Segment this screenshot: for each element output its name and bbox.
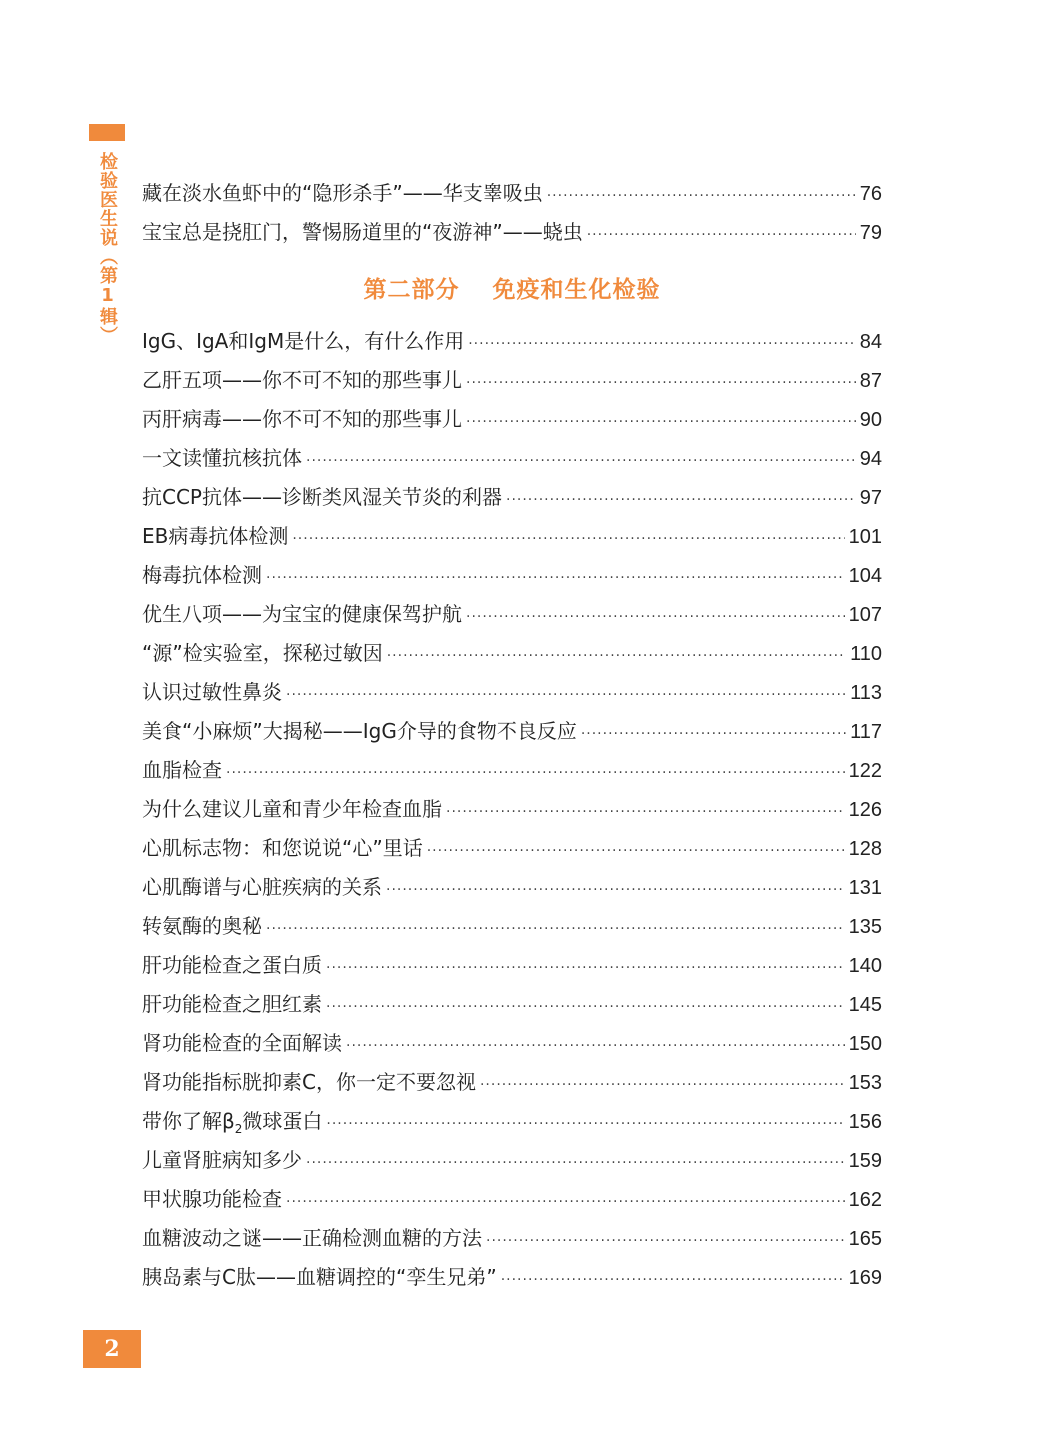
toc-entry-title-text: 优生八项——为宝宝的健康保驾护航: [142, 602, 462, 626]
toc-entry[interactable]: [142, 439, 882, 478]
toc-entry-title: [142, 1258, 497, 1297]
toc-dot-leader: [547, 177, 856, 216]
toc-entry-title: [142, 595, 462, 634]
toc-entry-title: [142, 1180, 282, 1219]
toc-entry-title: [142, 174, 543, 213]
toc-dot-leader: [326, 1105, 844, 1144]
toc-entry-page: 94: [859, 448, 882, 470]
toc-entry-title-text: 藏在淡水鱼虾中的“隐形杀手”——华支睾吸虫: [142, 181, 543, 205]
toc-entry-page: 97: [859, 487, 882, 509]
toc-dot-leader: [581, 715, 846, 754]
toc-entry-title: [142, 556, 262, 595]
toc-entry-title: [142, 361, 462, 400]
toc-entry-title: [142, 868, 382, 907]
toc-entry-title-text: 心肌酶谱与心脏疾病的关系: [142, 875, 382, 899]
book-title-vertical: 检验医生说（第1辑）: [97, 152, 118, 345]
toc-dot-leader: [306, 442, 856, 481]
table-of-contents: [142, 174, 882, 1297]
toc-dot-leader: [501, 1261, 845, 1300]
toc-entry-page: 101: [848, 526, 882, 548]
toc-entry[interactable]: [142, 213, 882, 252]
toc-dot-leader: [480, 1066, 845, 1105]
toc-entry-title-text: 血脂检查: [142, 758, 222, 782]
toc-entry-title-text: 乙肝五项——你不可不知的那些事儿: [142, 368, 462, 392]
toc-entry[interactable]: [142, 174, 882, 213]
toc-entry-title: [142, 1063, 476, 1102]
side-accent-bar: [89, 124, 125, 141]
toc-entry[interactable]: [142, 712, 882, 751]
toc-entry-title-text: 转氨酶的奥秘: [142, 914, 262, 938]
toc-dot-leader: [506, 481, 856, 520]
toc-dot-leader: [466, 403, 856, 442]
toc-entry[interactable]: [142, 595, 882, 634]
toc-entry-title: [142, 634, 383, 673]
toc-entry-page: 169: [848, 1267, 882, 1289]
toc-entry-page: 145: [848, 994, 882, 1016]
toc-entry[interactable]: [142, 361, 882, 400]
toc-entry-title-text: 抗CCP抗体——诊断类风湿关节炎的利器: [142, 485, 502, 509]
toc-entry-page: 165: [848, 1228, 882, 1250]
toc-entry[interactable]: [142, 1141, 882, 1180]
toc-dot-leader: [427, 832, 845, 871]
toc-entry[interactable]: [142, 517, 882, 556]
toc-dot-leader: [446, 793, 845, 832]
toc-entry[interactable]: [142, 1063, 882, 1102]
toc-entry-title: [142, 946, 322, 985]
toc-entry-page: 104: [848, 565, 882, 587]
part-one-entry-list: [142, 174, 882, 252]
toc-entry[interactable]: [142, 673, 882, 712]
toc-entry-title-text: 梅毒抗体检测: [142, 563, 262, 587]
toc-dot-leader: [286, 1183, 845, 1222]
toc-entry-title-text: IgG、IgA和IgM是什么，有什么作用: [142, 329, 465, 353]
toc-entry-page: 156: [848, 1111, 882, 1133]
section-heading: 第二部分 免疫和生化检验: [363, 276, 661, 303]
toc-entry-title: [142, 751, 222, 790]
toc-entry-title-tail: 微球蛋白: [242, 1109, 323, 1133]
toc-entry-title-text: 甲状腺功能检查: [142, 1187, 282, 1211]
toc-entry-title-text: 心肌标志物：和您说说“心”里话: [142, 836, 423, 860]
toc-dot-leader: [486, 1222, 845, 1261]
toc-entry-page: 122: [848, 760, 882, 782]
toc-entry[interactable]: [142, 907, 882, 946]
toc-entry-page: 79: [859, 222, 882, 244]
toc-dot-leader: [266, 559, 845, 598]
toc-entry-title: [142, 1141, 302, 1180]
toc-entry-title-text: 肝功能检查之胆红素: [142, 992, 322, 1016]
toc-entry-title-text: 一文读懂抗核抗体: [142, 446, 302, 470]
toc-entry-title: [142, 907, 262, 946]
toc-dot-leader: [326, 949, 845, 988]
toc-entry[interactable]: [142, 868, 882, 907]
toc-dot-leader: [266, 910, 845, 949]
toc-dot-leader: [386, 871, 845, 910]
toc-dot-leader: [306, 1144, 845, 1183]
toc-entry[interactable]: [142, 751, 882, 790]
toc-dot-leader: [326, 988, 845, 1027]
toc-entry-page: 90: [859, 409, 882, 431]
toc-entry-title: [142, 439, 302, 478]
toc-entry-title: [142, 1219, 482, 1258]
toc-entry-title-text: 肾功能检查的全面解读: [142, 1031, 342, 1055]
part-two-entry-list: [142, 322, 882, 1297]
toc-dot-leader: [468, 325, 856, 364]
toc-entry[interactable]: [142, 985, 882, 1024]
toc-entry-title: [142, 400, 462, 439]
toc-entry-title: [142, 322, 464, 361]
toc-entry-page: 153: [848, 1072, 882, 1094]
toc-entry[interactable]: [142, 478, 882, 517]
toc-entry-title: [142, 1024, 342, 1063]
toc-entry-page: 113: [850, 682, 882, 704]
toc-entry-title-text: “源”检实验室，探秘过敏因: [142, 641, 383, 665]
toc-entry-title-text: 丙肝病毒——你不可不知的那些事儿: [142, 407, 462, 431]
toc-entry-title-text: 肝功能检查之蛋白质: [142, 953, 322, 977]
toc-entry-page: 128: [848, 838, 882, 860]
toc-entry-title-text: 为什么建议儿童和青少年检查血脂: [142, 797, 442, 821]
toc-entry[interactable]: [142, 400, 882, 439]
toc-entry[interactable]: [142, 790, 882, 829]
toc-entry[interactable]: [142, 634, 882, 673]
toc-entry[interactable]: [142, 1102, 882, 1141]
toc-entry-title: [142, 985, 322, 1024]
page-number: 2: [83, 1330, 141, 1368]
toc-entry-title: [142, 517, 288, 556]
toc-entry-page: 131: [848, 877, 882, 899]
toc-entry[interactable]: [142, 556, 882, 595]
toc-dot-leader: [346, 1027, 845, 1066]
toc-entry-title: [142, 790, 442, 829]
toc-entry-title-text: 带你了解β: [142, 1109, 235, 1133]
toc-entry-page: 84: [859, 331, 882, 353]
toc-dot-leader: [587, 216, 856, 255]
toc-entry-title-text: 血糖波动之谜——正确检测血糖的方法: [142, 1226, 482, 1250]
toc-entry-page: 117: [850, 721, 882, 743]
toc-dot-leader: [292, 520, 844, 559]
toc-entry[interactable]: [142, 946, 882, 985]
toc-entry-page: 150: [848, 1033, 882, 1055]
toc-entry-page: 159: [848, 1150, 882, 1172]
toc-entry-title-text: 宝宝总是挠肛门，警惕肠道里的“夜游神”——蛲虫: [142, 220, 583, 244]
toc-dot-leader: [466, 598, 845, 637]
toc-entry-page: 140: [848, 955, 882, 977]
toc-entry-title-text: EB病毒抗体检测: [142, 524, 289, 548]
toc-entry[interactable]: [142, 1219, 882, 1258]
toc-entry[interactable]: [142, 1024, 882, 1063]
toc-entry-page: 135: [848, 916, 882, 938]
toc-entry[interactable]: [142, 829, 882, 868]
toc-entry[interactable]: [142, 1258, 882, 1297]
toc-entry-title-subscript: 2: [234, 1122, 243, 1136]
toc-dot-leader: [286, 676, 846, 715]
toc-entry-page: 110: [850, 643, 882, 665]
toc-entry-page: 107: [848, 604, 882, 626]
toc-entry-title: [142, 478, 502, 517]
toc-entry-title-text: 儿童肾脏病知多少: [142, 1148, 302, 1172]
toc-entry-title: [142, 829, 423, 868]
toc-dot-leader: [466, 364, 856, 403]
toc-entry-title-text: 认识过敏性鼻炎: [142, 680, 282, 704]
toc-dot-leader: [226, 754, 845, 793]
toc-entry-page: 87: [859, 370, 882, 392]
toc-dot-leader: [387, 637, 846, 676]
toc-entry-page: 76: [859, 183, 882, 205]
toc-entry-page: 162: [848, 1189, 882, 1211]
toc-entry-title: [142, 712, 577, 751]
toc-entry[interactable]: [142, 322, 882, 361]
toc-entry-title-text: 美食“小麻烦”大揭秘——IgG介导的食物不良反应: [142, 719, 577, 743]
toc-entry-title-text: 肾功能指标胱抑素C，你一定不要忽视: [142, 1070, 476, 1094]
toc-entry-title-text: 胰岛素与C肽——血糖调控的“孪生兄弟”: [142, 1265, 497, 1289]
toc-entry-title: [142, 213, 583, 252]
toc-entry[interactable]: [142, 1180, 882, 1219]
toc-entry-title: [142, 673, 282, 712]
toc-entry-page: 126: [848, 799, 882, 821]
